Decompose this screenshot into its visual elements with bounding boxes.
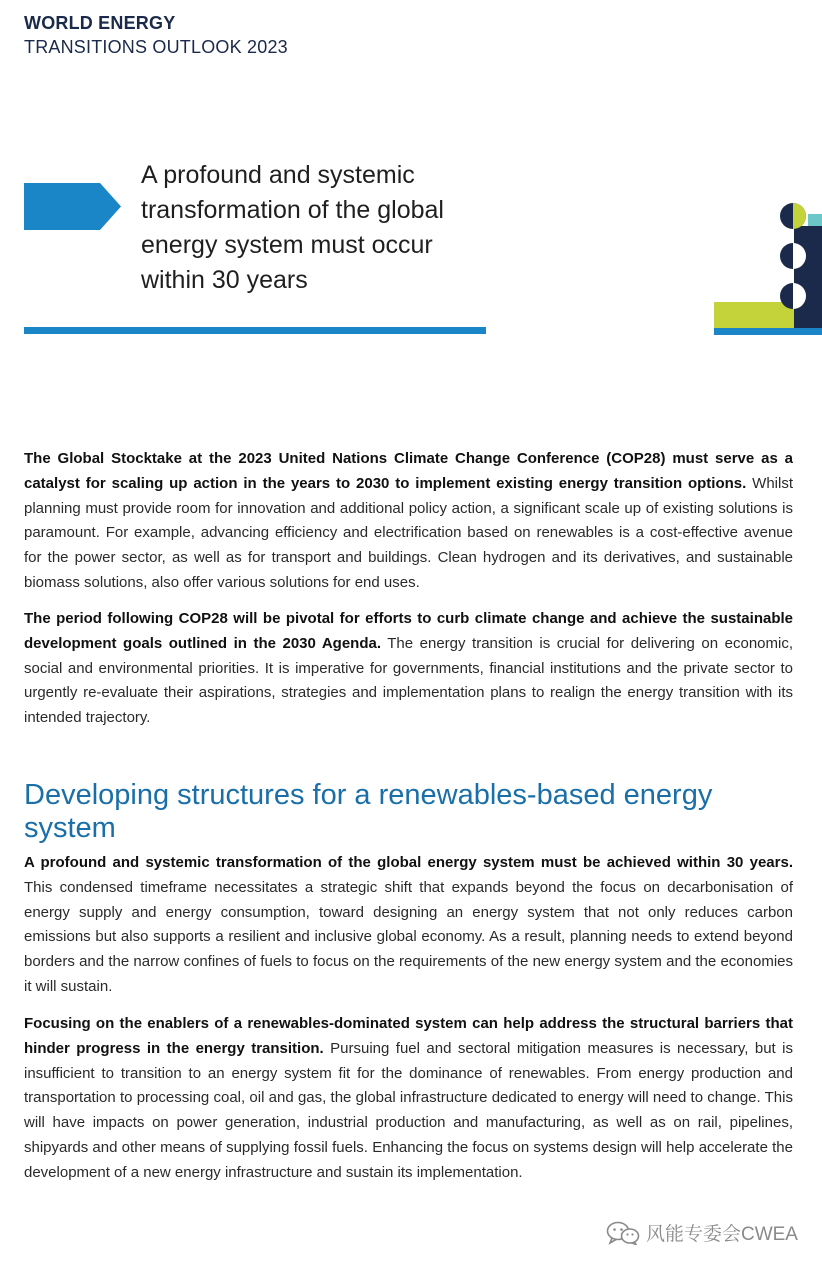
- report-title-line2: TRANSITIONS OUTLOOK 2023: [24, 37, 288, 57]
- arrow-marker-icon: [24, 183, 121, 230]
- wechat-icon: [606, 1221, 640, 1245]
- section-paragraph-2-body: Pursuing fuel and sectoral mitigation measures is necessary, but is insufficient to transition to an energy system fit for the dominance of renewables. From energy production and transportation to processing coal, oil and gas, the global infrastructure dedicated to energy will need to change. This will have impacts on power generation, industrial production and manufacturing, as well as on rail, pipelines, shipyards and other means of supplying fossil fuels. Enhancing the focus on systems design will help accelerate the development of a new energy infrastructure and sustain its implementation.: [24, 1039, 793, 1181]
- section-paragraph-1: [24, 851, 793, 1000]
- section-heading: Developing structures for a renewables-based energy system: [24, 779, 713, 844]
- watermark: [606, 1219, 798, 1246]
- intro-paragraph-1: [24, 447, 793, 596]
- section-paragraph-2-lead: Focusing on the enablers of a renewables-dominated system can help address the structural barriers that hinder progress in the energy transition.: [24, 1015, 793, 1057]
- headline-rule: [24, 327, 486, 334]
- intro-paragraph-2: [24, 607, 793, 731]
- intro-paragraph-2-lead: The period following COP28 will be pivotal for efforts to curb climate change and achieve the sustainable development goals outlined in the 2030 Agenda.: [24, 610, 793, 652]
- section-paragraph-1-lead: A profound and systemic transformation of the global energy system must be achieved within 30 years.: [24, 854, 793, 871]
- watermark-text: 风能专委会CWEA: [645, 1224, 798, 1245]
- intro-paragraph-1-lead: The Global Stocktake at the 2023 United Nations Climate Change Conference (COP28) must serve as a catalyst for scaling up action in the years to 2030 to implement existing energy transition options.: [24, 450, 793, 492]
- intro-paragraph-1-body: Whilst planning must provide room for innovation and additional policy action, a significant scale up of existing solutions is paramount. For example, advancing efficiency and electrification based on renewables is a cost-effective avenue for the power sector, as well as for transport and buildings. Clean hydrogen and its derivatives, and sustainable biomass solutions, also offer various solutions for end uses.: [24, 474, 794, 591]
- section-paragraph-2: [24, 1012, 793, 1186]
- decorative-graphic-icon: [714, 200, 822, 336]
- report-title-line1: WORLD ENERGY: [24, 13, 176, 33]
- callout-headline: A profound and systemic transformation of the global energy system must occur within 30 years: [141, 161, 444, 294]
- intro-paragraph-2-body: The energy transition is crucial for delivering on economic, social and environmental priorities. It is imperative for governments, financial institutions and the private sector to urgently re-evaluate their aspirations, strategies and implementation plans to realign the energy transition with its intended trajectory.: [24, 634, 794, 727]
- section-paragraph-1-body: This condensed timeframe necessitates a strategic shift that expands beyond the focus on decarbonisation of energy supply and energy consumption, toward designing an energy system that not only reduces carbon emissions but also supports a resilient and inclusive global economy. As a result, planning needs to extend beyond borders and the narrow confines of fuels to focus on the requirements of the new energy system and the economies it will sustain.: [24, 878, 793, 995]
